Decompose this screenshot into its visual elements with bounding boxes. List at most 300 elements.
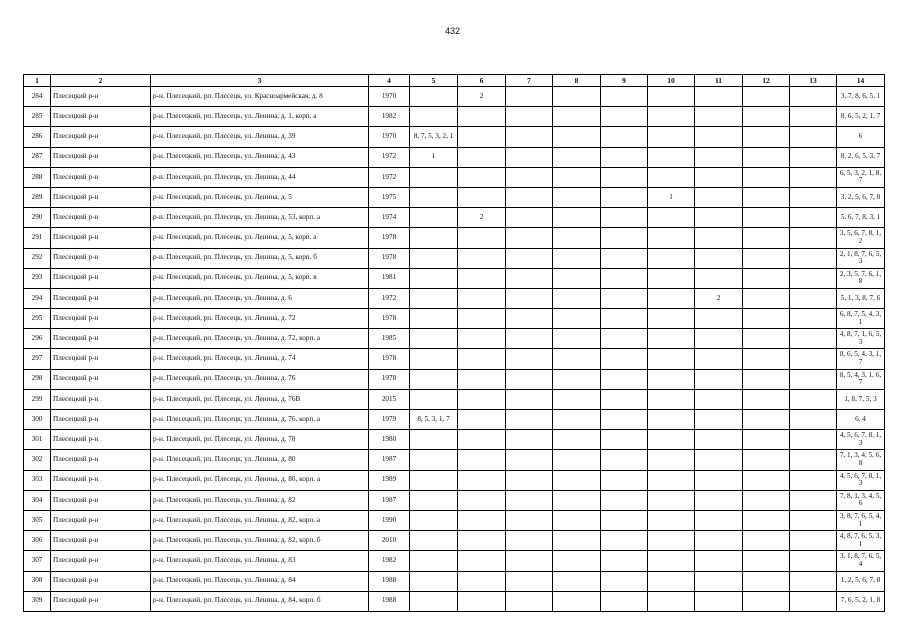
col-8-cell (553, 349, 601, 369)
col-5-cell (410, 329, 458, 349)
col-6-cell (458, 430, 506, 450)
row-number-cell: 291 (24, 228, 51, 248)
table-row (24, 571, 885, 591)
col-12-cell (743, 551, 790, 571)
col-13-cell (790, 551, 837, 571)
col-5-cell (410, 591, 458, 611)
col-5-cell (410, 228, 458, 248)
col-10-cell (648, 531, 695, 551)
header-cell: 8 (553, 75, 601, 87)
year-cell: 1972 (369, 167, 410, 187)
col-8-cell (553, 531, 601, 551)
col-14-cell: 4, 5, 6, 7, 8, 1, 3 (837, 470, 885, 490)
col-7-cell (506, 510, 553, 530)
col-8-cell (553, 410, 601, 430)
year-cell: 2010 (369, 531, 410, 551)
col-12-cell (743, 228, 790, 248)
district-cell: Плесецкий р-н (51, 147, 151, 167)
col-14-cell: 8, 6, 5, 2, 1, 7 (837, 107, 885, 127)
table-row (24, 531, 885, 551)
col-14-cell: 6 (837, 127, 885, 147)
header-cell: 1 (24, 75, 51, 87)
col-11-cell (695, 389, 743, 409)
col-13-cell (790, 430, 837, 450)
col-8-cell (553, 490, 601, 510)
year-cell: 1988 (369, 591, 410, 611)
col-6-cell (458, 228, 506, 248)
col-11-cell (695, 309, 743, 329)
row-number-cell: 297 (24, 349, 51, 369)
col-7-cell (506, 187, 553, 207)
address-cell: р-н. Плесецкий, рп. Плесецк, ул. Ленина, д. 53, корп. а (151, 208, 369, 228)
year-cell: 1970 (369, 87, 410, 107)
address-cell: р-н. Плесецкий, рп. Плесецк, ул. Ленина, д. 82 (151, 490, 369, 510)
col-12-cell (743, 107, 790, 127)
col-14-cell: 2, 1, 8, 7, 6, 5, 3 (837, 248, 885, 268)
col-13-cell (790, 531, 837, 551)
col-10-cell (648, 591, 695, 611)
col-6-cell (458, 470, 506, 490)
year-cell: 1972 (369, 147, 410, 167)
col-8-cell (553, 187, 601, 207)
col-5-cell (410, 309, 458, 329)
district-cell: Плесецкий р-н (51, 571, 151, 591)
table-row (24, 187, 885, 207)
district-cell: Плесецкий р-н (51, 430, 151, 450)
district-cell: Плесецкий р-н (51, 228, 151, 248)
col-14-cell: 1, 8, 7, 5, 3 (837, 389, 885, 409)
year-cell: 1970 (369, 127, 410, 147)
col-6-cell: 2 (458, 208, 506, 228)
col-9-cell (601, 309, 648, 329)
col-14-cell: 3, 1, 8, 7, 6, 5, 4 (837, 551, 885, 571)
col-12-cell (743, 87, 790, 107)
col-13-cell (790, 329, 837, 349)
col-5-cell (410, 187, 458, 207)
col-12-cell (743, 389, 790, 409)
col-12-cell (743, 127, 790, 147)
col-12-cell (743, 288, 790, 308)
row-number-cell: 294 (24, 288, 51, 308)
year-cell: 1978 (369, 369, 410, 389)
col-8-cell (553, 107, 601, 127)
col-11-cell (695, 208, 743, 228)
col-11-cell (695, 369, 743, 389)
col-5-cell (410, 450, 458, 470)
col-14-cell: 7, 8, 1, 3, 4, 5, 6 (837, 490, 885, 510)
col-8-cell (553, 369, 601, 389)
col-6-cell (458, 551, 506, 571)
district-cell: Плесецкий р-н (51, 450, 151, 470)
col-13-cell (790, 167, 837, 187)
year-cell: 1982 (369, 107, 410, 127)
col-13-cell (790, 127, 837, 147)
col-14-cell: 7, 6, 5, 2, 1, 8 (837, 591, 885, 611)
col-13-cell (790, 87, 837, 107)
col-9-cell (601, 490, 648, 510)
year-cell: 1979 (369, 410, 410, 430)
col-6-cell (458, 268, 506, 288)
col-14-cell: 7, 1, 3, 4, 5, 6, 8 (837, 450, 885, 470)
row-number-cell: 307 (24, 551, 51, 571)
col-5-cell: 8, 5, 3, 1, 7 (410, 410, 458, 430)
col-6-cell (458, 490, 506, 510)
year-cell: 1978 (369, 349, 410, 369)
col-14-cell: 3, 2, 5, 6, 7, 8 (837, 187, 885, 207)
header-cell: 3 (151, 75, 369, 87)
row-number-cell: 299 (24, 389, 51, 409)
col-8-cell (553, 268, 601, 288)
district-cell: Плесецкий р-н (51, 510, 151, 530)
col-6-cell (458, 309, 506, 329)
col-5-cell (410, 107, 458, 127)
year-cell: 1978 (369, 309, 410, 329)
table-row (24, 591, 885, 611)
table-row (24, 107, 885, 127)
address-cell: р-н. Плесецкий, рп. Плесецк, ул. Ленина, д. 1, корп. а (151, 107, 369, 127)
year-cell: 1988 (369, 571, 410, 591)
col-6-cell: 2 (458, 87, 506, 107)
header-cell: 10 (648, 75, 695, 87)
col-9-cell (601, 349, 648, 369)
col-8-cell (553, 248, 601, 268)
header-row (24, 75, 885, 87)
row-number-cell: 295 (24, 309, 51, 329)
col-11-cell (695, 228, 743, 248)
col-8-cell (553, 389, 601, 409)
col-6-cell (458, 187, 506, 207)
col-13-cell (790, 248, 837, 268)
table-row (24, 490, 885, 510)
col-10-cell (648, 228, 695, 248)
year-cell: 1990 (369, 510, 410, 530)
col-14-cell: 1, 2, 5, 6, 7, 8 (837, 571, 885, 591)
col-5-cell (410, 551, 458, 571)
row-number-cell: 303 (24, 470, 51, 490)
col-5-cell (410, 571, 458, 591)
address-cell: р-н. Плесецкий, рп. Плесецк, ул. Ленина, д. 76 (151, 369, 369, 389)
col-12-cell (743, 268, 790, 288)
address-cell: р-н. Плесецкий, рп. Плесецк, ул. Ленина, д. 43 (151, 147, 369, 167)
table-row (24, 470, 885, 490)
district-cell: Плесецкий р-н (51, 349, 151, 369)
col-10-cell (648, 490, 695, 510)
page-number: 432 (444, 26, 461, 36)
col-10-cell (648, 208, 695, 228)
col-7-cell (506, 147, 553, 167)
col-9-cell (601, 531, 648, 551)
col-9-cell (601, 450, 648, 470)
col-9-cell (601, 430, 648, 450)
col-12-cell (743, 369, 790, 389)
year-cell: 2015 (369, 389, 410, 409)
col-11-cell (695, 107, 743, 127)
col-11-cell (695, 127, 743, 147)
col-10-cell (648, 248, 695, 268)
col-11-cell (695, 349, 743, 369)
address-cell: р-н. Плесецкий, рп. Плесецк, ул. Ленина, д. 76В (151, 389, 369, 409)
header-cell: 5 (410, 75, 458, 87)
col-11-cell (695, 490, 743, 510)
header-cell: 13 (790, 75, 837, 87)
col-5-cell (410, 288, 458, 308)
address-cell: р-н. Плесецкий, рп. Плесецк, ул. Ленина, д. 5 (151, 187, 369, 207)
col-13-cell (790, 591, 837, 611)
col-5-cell (410, 490, 458, 510)
col-5-cell (410, 470, 458, 490)
col-10-cell (648, 470, 695, 490)
col-9-cell (601, 369, 648, 389)
table-row (24, 329, 885, 349)
col-7-cell (506, 228, 553, 248)
col-9-cell (601, 167, 648, 187)
col-6-cell (458, 248, 506, 268)
col-7-cell (506, 551, 553, 571)
col-13-cell (790, 410, 837, 430)
table-row (24, 268, 885, 288)
col-6-cell (458, 510, 506, 530)
col-13-cell (790, 369, 837, 389)
col-8-cell (553, 167, 601, 187)
col-5-cell (410, 510, 458, 530)
col-12-cell (743, 309, 790, 329)
col-13-cell (790, 389, 837, 409)
header-cell: 6 (458, 75, 506, 87)
col-5-cell (410, 208, 458, 228)
col-9-cell (601, 228, 648, 248)
col-7-cell (506, 369, 553, 389)
district-cell: Плесецкий р-н (51, 167, 151, 187)
col-12-cell (743, 490, 790, 510)
col-6-cell (458, 329, 506, 349)
address-cell: р-н. Плесецкий, рп. Плесецк, ул. Ленина, д. 74 (151, 349, 369, 369)
header-cell: 12 (743, 75, 790, 87)
col-7-cell (506, 490, 553, 510)
col-11-cell (695, 450, 743, 470)
district-cell: Плесецкий р-н (51, 268, 151, 288)
col-14-cell: 8, 2, 6, 5, 3, 7 (837, 147, 885, 167)
col-6-cell (458, 127, 506, 147)
year-cell: 1974 (369, 208, 410, 228)
col-12-cell (743, 430, 790, 450)
col-11-cell (695, 187, 743, 207)
col-8-cell (553, 87, 601, 107)
col-11-cell: 2 (695, 288, 743, 308)
col-9-cell (601, 187, 648, 207)
col-5-cell (410, 268, 458, 288)
year-cell: 1975 (369, 187, 410, 207)
col-9-cell (601, 107, 648, 127)
table-row (24, 147, 885, 167)
col-10-cell (648, 288, 695, 308)
col-13-cell (790, 571, 837, 591)
col-10-cell (648, 329, 695, 349)
row-number-cell: 285 (24, 107, 51, 127)
year-cell: 1982 (369, 551, 410, 571)
col-14-cell: 8, 5, 4, 3, 1, 6, 7 (837, 369, 885, 389)
col-13-cell (790, 470, 837, 490)
address-cell: р-н. Плесецкий, рп. Плесецк, ул. Ленина, д. 72, корп. а (151, 329, 369, 349)
table-row (24, 430, 885, 450)
address-cell: р-н. Плесецкий, рп. Плесецк, ул. Ленина, д. 83 (151, 551, 369, 571)
col-9-cell (601, 470, 648, 490)
col-14-cell: 5, 6, 7, 8, 3, 1 (837, 208, 885, 228)
col-11-cell (695, 551, 743, 571)
col-8-cell (553, 430, 601, 450)
col-11-cell (695, 470, 743, 490)
table-row (24, 369, 885, 389)
col-11-cell (695, 147, 743, 167)
address-cell: р-н. Плесецкий, рп. Плесецк, ул. Ленина, д. 72 (151, 309, 369, 329)
address-cell: р-н. Плесецкий, рп. Плесецк, ул. Ленина, д. 5, корп. б (151, 248, 369, 268)
col-7-cell (506, 268, 553, 288)
col-13-cell (790, 450, 837, 470)
col-9-cell (601, 147, 648, 167)
address-cell: р-н. Плесецкий, рп. Плесецк, ул. Красноармейская, д. 8 (151, 87, 369, 107)
row-number-cell: 286 (24, 127, 51, 147)
district-cell: Плесецкий р-н (51, 329, 151, 349)
header-cell: 7 (506, 75, 553, 87)
col-8-cell (553, 591, 601, 611)
row-number-cell: 308 (24, 571, 51, 591)
table-body (24, 87, 885, 612)
district-cell: Плесецкий р-н (51, 410, 151, 430)
table-row (24, 551, 885, 571)
year-cell: 1972 (369, 288, 410, 308)
header-cell: 11 (695, 75, 743, 87)
col-7-cell (506, 309, 553, 329)
col-14-cell: 4, 5, 6, 7, 8, 1, 3 (837, 430, 885, 450)
col-9-cell (601, 268, 648, 288)
table-row (24, 248, 885, 268)
col-11-cell (695, 329, 743, 349)
district-cell: Плесецкий р-н (51, 551, 151, 571)
col-6-cell (458, 288, 506, 308)
col-8-cell (553, 450, 601, 470)
row-number-cell: 305 (24, 510, 51, 530)
table-row (24, 208, 885, 228)
year-cell: 1985 (369, 329, 410, 349)
col-11-cell (695, 430, 743, 450)
col-7-cell (506, 349, 553, 369)
row-number-cell: 309 (24, 591, 51, 611)
col-12-cell (743, 410, 790, 430)
col-8-cell (553, 329, 601, 349)
col-6-cell (458, 410, 506, 430)
col-14-cell: 6, 5, 3, 2, 1, 8, 7 (837, 167, 885, 187)
col-13-cell (790, 268, 837, 288)
col-10-cell (648, 430, 695, 450)
col-7-cell (506, 167, 553, 187)
col-6-cell (458, 571, 506, 591)
col-14-cell: 2, 3, 5, 7, 6, 1, 8 (837, 268, 885, 288)
col-7-cell (506, 531, 553, 551)
col-6-cell (458, 349, 506, 369)
district-cell: Плесецкий р-н (51, 107, 151, 127)
col-6-cell (458, 389, 506, 409)
col-13-cell (790, 349, 837, 369)
col-5-cell (410, 87, 458, 107)
col-7-cell (506, 208, 553, 228)
col-7-cell (506, 410, 553, 430)
col-11-cell (695, 410, 743, 430)
col-6-cell (458, 531, 506, 551)
address-cell: р-н. Плесецкий, рп. Плесецк, ул. Ленина, д. 5, корп. а (151, 228, 369, 248)
row-number-cell: 288 (24, 167, 51, 187)
district-cell: Плесецкий р-н (51, 208, 151, 228)
col-12-cell (743, 571, 790, 591)
col-5-cell (410, 248, 458, 268)
row-number-cell: 290 (24, 208, 51, 228)
col-5-cell (410, 430, 458, 450)
col-12-cell (743, 450, 790, 470)
col-10-cell (648, 369, 695, 389)
col-12-cell (743, 329, 790, 349)
table-row (24, 450, 885, 470)
col-9-cell (601, 208, 648, 228)
col-10-cell (648, 107, 695, 127)
col-13-cell (790, 208, 837, 228)
col-12-cell (743, 470, 790, 490)
col-12-cell (743, 208, 790, 228)
col-10-cell (648, 410, 695, 430)
col-7-cell (506, 450, 553, 470)
col-8-cell (553, 510, 601, 530)
col-14-cell: 3, 5, 6, 7, 8, 1, 2 (837, 228, 885, 248)
col-9-cell (601, 571, 648, 591)
col-7-cell (506, 87, 553, 107)
col-13-cell (790, 187, 837, 207)
col-7-cell (506, 288, 553, 308)
address-cell: р-н. Плесецкий, рп. Плесецк, ул. Ленина, д. 82, корп. а (151, 510, 369, 530)
col-14-cell: 8, 6, 5, 4, 3, 1, 7 (837, 349, 885, 369)
address-cell: р-н. Плесецкий, рп. Плесецк, ул. Ленина, д. 84, корп. б (151, 591, 369, 611)
col-12-cell (743, 531, 790, 551)
district-cell: Плесецкий р-н (51, 591, 151, 611)
header-cell: 2 (51, 75, 151, 87)
col-10-cell: 1 (648, 187, 695, 207)
year-cell: 1987 (369, 450, 410, 470)
col-14-cell: 3, 7, 8, 6, 5, 1 (837, 87, 885, 107)
col-12-cell (743, 147, 790, 167)
row-number-cell: 284 (24, 87, 51, 107)
col-7-cell (506, 430, 553, 450)
col-11-cell (695, 248, 743, 268)
col-8-cell (553, 571, 601, 591)
col-10-cell (648, 349, 695, 369)
col-9-cell (601, 329, 648, 349)
col-6-cell (458, 147, 506, 167)
col-12-cell (743, 248, 790, 268)
year-cell: 1989 (369, 470, 410, 490)
col-11-cell (695, 510, 743, 530)
col-7-cell (506, 470, 553, 490)
col-11-cell (695, 531, 743, 551)
col-7-cell (506, 248, 553, 268)
district-cell: Плесецкий р-н (51, 127, 151, 147)
col-11-cell (695, 571, 743, 591)
address-cell: р-н. Плесецкий, рп. Плесецк, ул. Ленина, д. 6 (151, 288, 369, 308)
address-cell: р-н. Плесецкий, рп. Плесецк, ул. Ленина, д. 80, корп. а (151, 470, 369, 490)
col-7-cell (506, 389, 553, 409)
year-cell: 1987 (369, 490, 410, 510)
col-8-cell (553, 470, 601, 490)
col-13-cell (790, 490, 837, 510)
row-number-cell: 298 (24, 369, 51, 389)
col-9-cell (601, 591, 648, 611)
col-13-cell (790, 510, 837, 530)
col-14-cell: 6, 8, 7, 5, 4, 3, 1 (837, 309, 885, 329)
